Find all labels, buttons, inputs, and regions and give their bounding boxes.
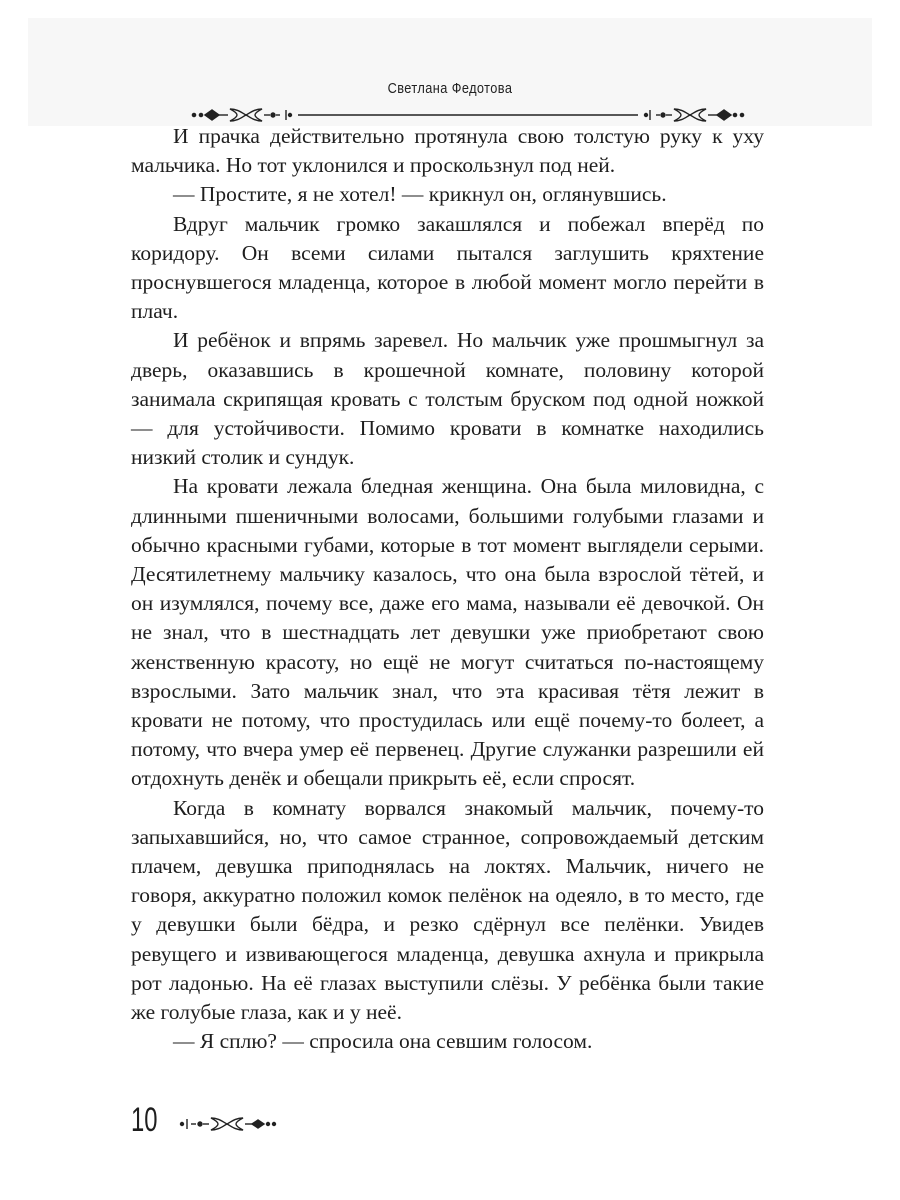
footer-ornament-icon (178, 1113, 278, 1135)
page-number: 10 (131, 1101, 158, 1139)
paragraph: — Простите, я не хотел! — крикнул он, оглянувшись. (173, 182, 667, 207)
author-name: Светлана Федотова (387, 80, 513, 97)
paragraph: На кровати лежала бледная женщина. Она была миловидна, с длинными пшеничными волосами, большими голубыми глазами и обычно красными губами, которые в тот момент выглядели серыми. Десятилетнему мальчику казалось, что она была взрослой тётей, и он изумлялся, почему все, даже его мама, называли её девочкой. Он не знал, что в шестнадцать лет девушки уже приобретают свою женственную красоту, но ещё не могут считаться по-настоящему взрослыми. Зато мальчик знал, что эта красивая тётя лежит в кровати не потому, что простудилась или ещё почему-то болеет, а потому, что вчера умер её первенец. Другие служанки разрешили ей отдохнуть денёк и обещали прикрыть её, если спросят. (131, 474, 764, 791)
running-header (28, 18, 872, 126)
paragraph: И прачка действительно протянула свою толстую руку к уху мальчика. Но тот уклонился и проскользнул под ней. (131, 124, 764, 178)
body-text (131, 122, 764, 1057)
paragraph: И ребёнок и впрямь заревел. Но мальчик уже прошмыгнул за дверь, оказавшись в крошечной комнате, половину которой занимала скрипящая кровать с толстым бруском под одной ножкой — для устойчивости. Помимо кровати в комнатке находились низкий столик и сундук. (131, 328, 764, 470)
paragraph: Вдруг мальчик громко закашлялся и побежал вперёд по коридору. Он всеми силами пытался заглушить кряхтение проснувшегося младенца, которое в любой момент могло перейти в плач. (131, 211, 764, 324)
paragraph: Когда в комнату ворвался знакомый мальчик, почему-то запыхавшийся, но, что самое странное, сопровождаемый детским плачем, девушка приподнялась на локтях. Мальчик, ничего не говоря, аккуратно положил комок пелёнок на одеяло, в то место, где у девушки были бёдра, и резко сдёрнул все пелёнки. Увидев ревущего и извивающегося младенца, девушка ахнула и прикрыла рот ладонью. На её глазах выступили слёзы. У ребёнка были такие же голубые глаза, как и у неё. (131, 795, 764, 1025)
paragraph: — Я сплю? — спросила она севшим голосом. (173, 1029, 593, 1054)
